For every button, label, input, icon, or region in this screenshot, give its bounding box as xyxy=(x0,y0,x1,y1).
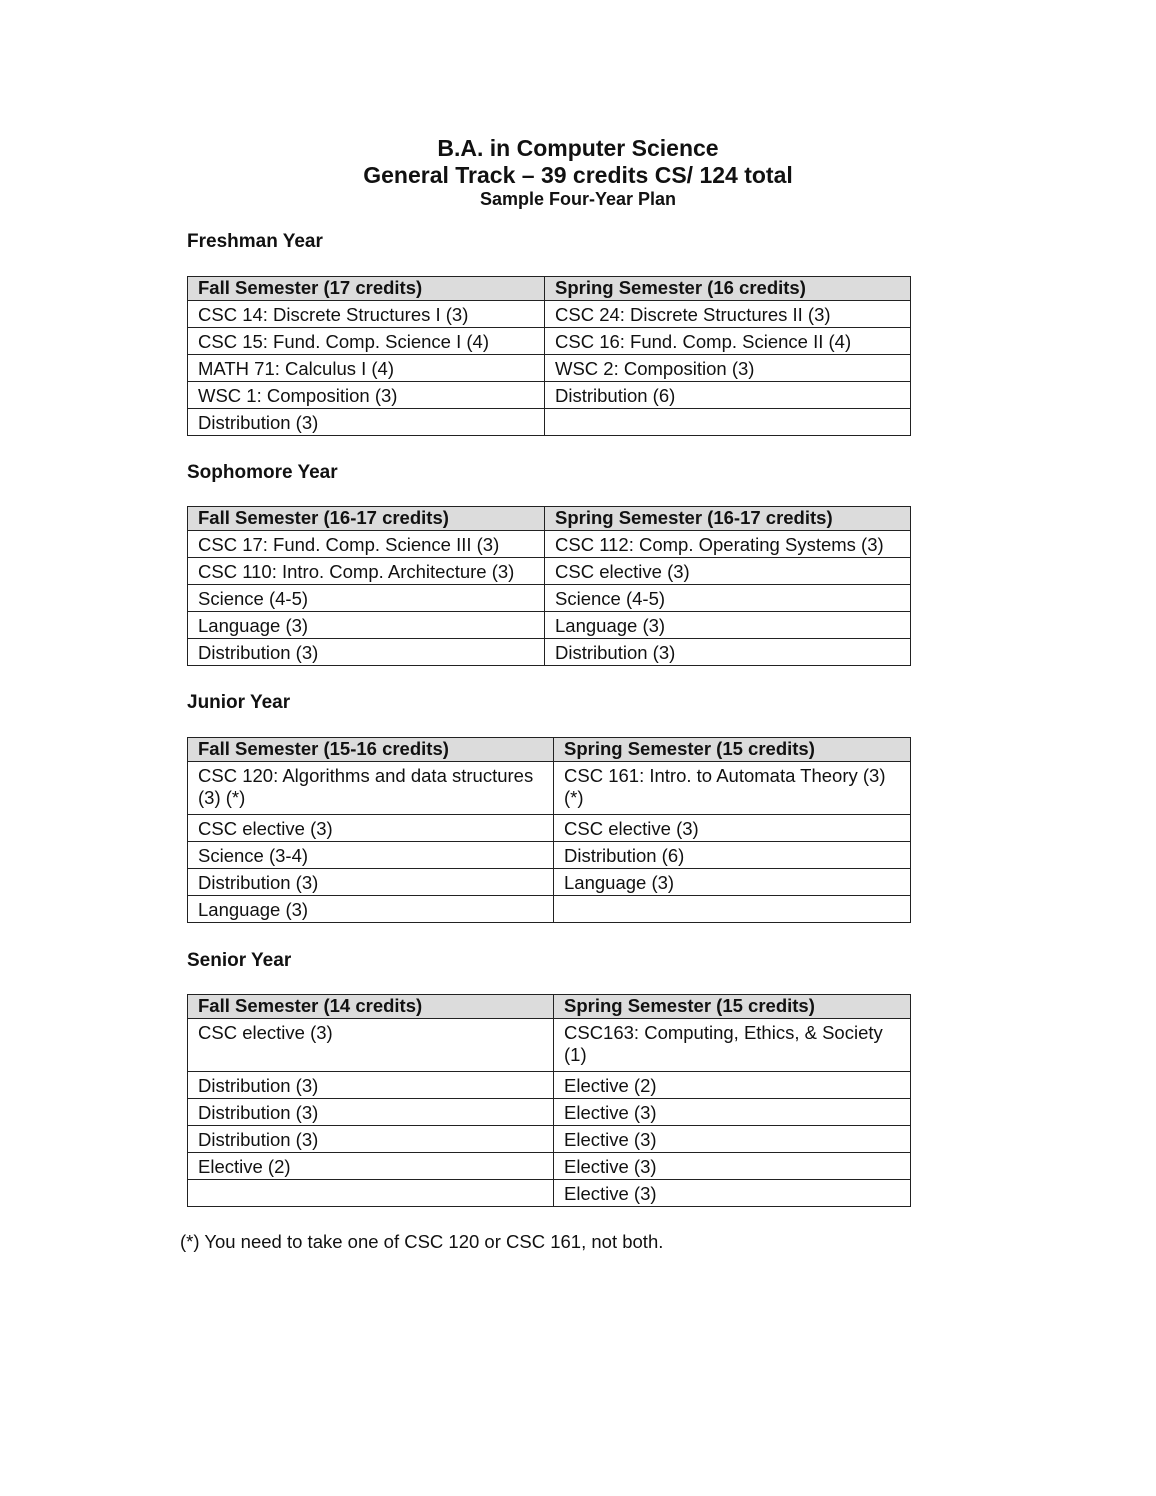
fall-course xyxy=(188,1180,554,1207)
spring-course: CSC 16: Fund. Comp. Science II (4) xyxy=(545,328,911,355)
spring-course: Language (3) xyxy=(554,869,911,896)
table-row xyxy=(188,585,911,612)
spring-course: CSC 112: Comp. Operating Systems (3) xyxy=(545,531,911,558)
table-row xyxy=(188,612,911,639)
table-header-row xyxy=(188,995,911,1019)
spring-course: Distribution (6) xyxy=(545,382,911,409)
fall-semester-header: Fall Semester (14 credits) xyxy=(188,995,554,1019)
table-header-row xyxy=(188,277,911,301)
spring-course: Elective (2) xyxy=(554,1072,911,1099)
fall-course: Distribution (3) xyxy=(188,639,545,666)
fall-course: WSC 1: Composition (3) xyxy=(188,382,545,409)
table-row xyxy=(188,1019,911,1072)
fall-course: Elective (2) xyxy=(188,1153,554,1180)
fall-course: CSC 120: Algorithms and data structures (3) (*) xyxy=(188,762,554,815)
freshman-year-table xyxy=(187,276,911,436)
fall-course: CSC 17: Fund. Comp. Science III (3) xyxy=(188,531,545,558)
table-header-row xyxy=(188,507,911,531)
document-caption: Sample Four-Year Plan xyxy=(479,189,677,209)
table-row xyxy=(188,409,911,436)
fall-course: Distribution (3) xyxy=(188,869,554,896)
document-title: B.A. in Computer Science xyxy=(437,135,719,161)
fall-course: CSC elective (3) xyxy=(188,815,554,842)
fall-semester-header: Fall Semester (15-16 credits) xyxy=(188,738,554,762)
fall-course: MATH 71: Calculus I (4) xyxy=(188,355,545,382)
spring-course: Language (3) xyxy=(545,612,911,639)
spring-course xyxy=(554,896,911,923)
table-row xyxy=(188,842,911,869)
table-row xyxy=(188,1099,911,1126)
senior-year-heading: Senior Year xyxy=(187,950,292,971)
spring-semester-header: Spring Semester (16-17 credits) xyxy=(545,507,911,531)
freshman-year-heading: Freshman Year xyxy=(187,231,323,252)
fall-course: CSC elective (3) xyxy=(188,1019,554,1072)
spring-course: CSC 161: Intro. to Automata Theory (3) (*) xyxy=(554,762,911,815)
spring-course: CSC163: Computing, Ethics, & Society (1) xyxy=(554,1019,911,1072)
fall-course: Distribution (3) xyxy=(188,1072,554,1099)
table-row xyxy=(188,1180,911,1207)
fall-course: CSC 15: Fund. Comp. Science I (4) xyxy=(188,328,545,355)
table-row xyxy=(188,1153,911,1180)
fall-course: Distribution (3) xyxy=(188,1126,554,1153)
table-row xyxy=(188,1072,911,1099)
table-row xyxy=(188,896,911,923)
spring-semester-header: Spring Semester (16 credits) xyxy=(545,277,911,301)
spring-course: Elective (3) xyxy=(554,1099,911,1126)
title-block xyxy=(0,134,1156,210)
fall-semester-header: Fall Semester (17 credits) xyxy=(188,277,545,301)
fall-course: CSC 14: Discrete Structures I (3) xyxy=(188,301,545,328)
fall-course: Distribution (3) xyxy=(188,409,545,436)
table-row xyxy=(188,355,911,382)
table-row xyxy=(188,1126,911,1153)
fall-course: Language (3) xyxy=(188,896,554,923)
spring-course: Distribution (6) xyxy=(554,842,911,869)
spring-course: Elective (3) xyxy=(554,1153,911,1180)
table-row xyxy=(188,531,911,558)
table-row xyxy=(188,869,911,896)
junior-year-heading: Junior Year xyxy=(187,692,291,713)
table-row xyxy=(188,328,911,355)
sophomore-year-table xyxy=(187,506,911,666)
spring-course: Distribution (3) xyxy=(545,639,911,666)
spring-course: WSC 2: Composition (3) xyxy=(545,355,911,382)
fall-semester-header: Fall Semester (16-17 credits) xyxy=(188,507,545,531)
junior-year-table xyxy=(187,737,911,923)
fall-course: Language (3) xyxy=(188,612,545,639)
footnote: (*) You need to take one of CSC 120 or CSC 161, not both. xyxy=(180,1231,664,1252)
table-header-row xyxy=(188,738,911,762)
table-row xyxy=(188,815,911,842)
fall-course: Science (3-4) xyxy=(188,842,554,869)
table-row xyxy=(188,762,911,815)
spring-course: CSC elective (3) xyxy=(554,815,911,842)
table-row xyxy=(188,558,911,585)
table-row xyxy=(188,301,911,328)
spring-course: Science (4-5) xyxy=(545,585,911,612)
spring-course: CSC 24: Discrete Structures II (3) xyxy=(545,301,911,328)
table-row xyxy=(188,382,911,409)
spring-course: CSC elective (3) xyxy=(545,558,911,585)
table-row xyxy=(188,639,911,666)
spring-course: Elective (3) xyxy=(554,1180,911,1207)
sophomore-year-heading: Sophomore Year xyxy=(187,462,338,483)
spring-semester-header: Spring Semester (15 credits) xyxy=(554,738,911,762)
fall-course: Science (4-5) xyxy=(188,585,545,612)
senior-year-table xyxy=(187,994,911,1207)
document-subtitle: General Track – 39 credits CS/ 124 total xyxy=(363,162,793,188)
spring-course: Elective (3) xyxy=(554,1126,911,1153)
fall-course: CSC 110: Intro. Comp. Architecture (3) xyxy=(188,558,545,585)
spring-semester-header: Spring Semester (15 credits) xyxy=(554,995,911,1019)
spring-course xyxy=(545,409,911,436)
fall-course: Distribution (3) xyxy=(188,1099,554,1126)
